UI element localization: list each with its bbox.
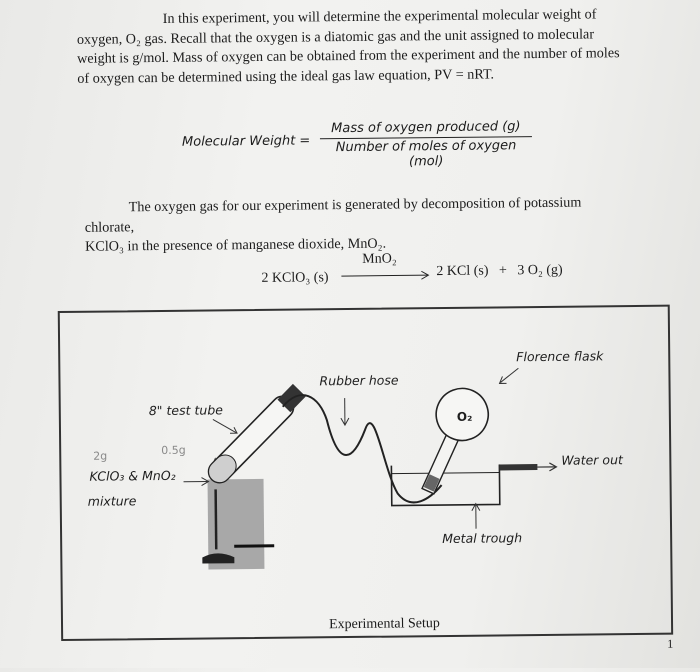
flask-pointer-icon: [500, 368, 518, 382]
rubber-hose-label: Rubber hose: [319, 372, 398, 388]
decomposition-line: The oxygen gas for our experiment is generated by decomposition of potassium chlorate,: [85, 193, 630, 238]
florence-flask-label: Florence flask: [516, 348, 603, 364]
water-out-label: Water out: [561, 452, 623, 468]
formula-lhs: Molecular Weight =: [182, 133, 310, 149]
rubber-hose-icon: [283, 394, 442, 504]
intro-line: oxygen, O₂ gas. Recall that the oxygen is a diatomic gas and the unit assigned to molecular: [77, 25, 622, 50]
water-level-icon: [391, 472, 499, 473]
test-tube-pointer-icon: [213, 419, 237, 433]
test-tube-label: 8" test tube: [149, 402, 223, 418]
page-number: 1: [667, 637, 673, 652]
formula-denominator: Number of moles of oxygen (mol): [320, 137, 532, 170]
florence-flask-icon: [404, 380, 497, 502]
products: 2 KCl (s) + 3 O₂ (g): [436, 263, 562, 280]
catalyst: MnO₂: [362, 252, 397, 268]
metal-trough-icon: [391, 464, 499, 505]
metal-trough-label: Metal trough: [442, 530, 522, 546]
diagram-caption: Experimental Setup: [329, 616, 440, 633]
decomposition-line: KClO₃ in the presence of manganese dioxide, MnO₂.: [85, 232, 630, 257]
pencil-note: 0.5g: [161, 444, 186, 457]
intro-line: In this experiment, you will determine the experimental molecular weight of: [77, 5, 622, 30]
outlet-tube-icon: [499, 464, 537, 470]
mixture-label-line2: mixture: [88, 493, 137, 509]
burner-icon: [216, 489, 217, 549]
reactant: 2 KClO₃ (s): [261, 270, 328, 287]
intro-line: weight is g/mol. Mass of oxygen can be obtained from the experiment and the number of moles: [77, 44, 622, 69]
pencil-note: 2g: [93, 450, 107, 463]
formula-numerator: Mass of oxygen produced (g): [320, 119, 532, 138]
o2-label: O₂: [457, 410, 473, 424]
mixture-label-line1: KClO₃ & MnO₂: [89, 468, 175, 484]
intro-line: of oxygen can be determined using the ideal gas law equation, PV = nRT.: [77, 64, 622, 89]
